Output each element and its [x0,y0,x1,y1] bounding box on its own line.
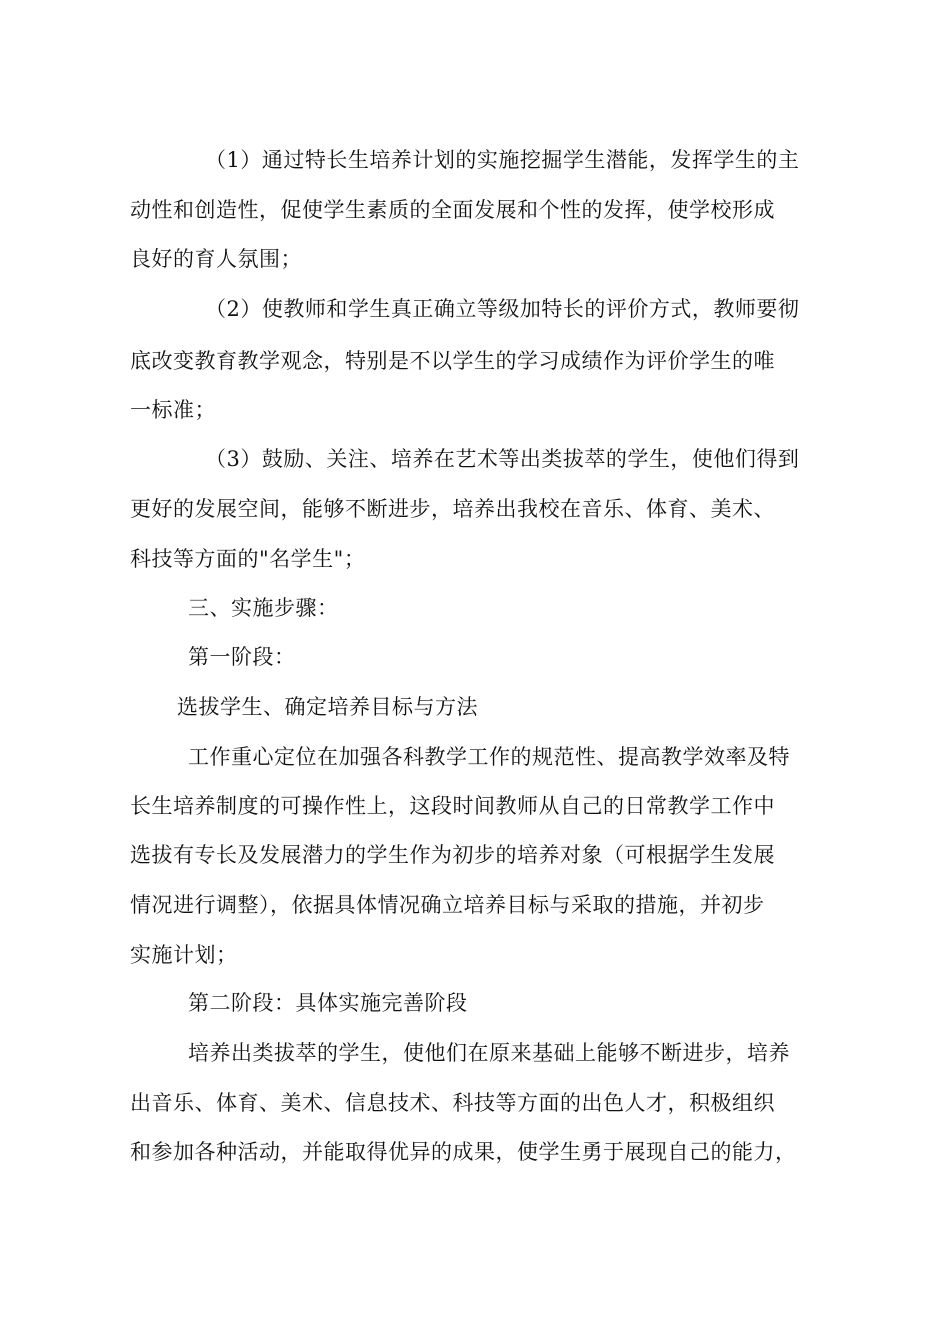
paragraph-5-line-1: 培养出类拔萃的学生，使他们在原来基础上能够不断进步，培养 [188,1041,790,1065]
section-heading-implementation-steps: 三、实施步骤： [188,596,339,620]
paragraph-1-line-3: 良好的育人氛围； [130,247,302,271]
stage-1-heading: 第一阶段： [188,645,296,669]
paragraph-5-line-2: 出音乐、体育、美术、信息技术、科技等方面的出色人才，积极组织 [130,1091,775,1115]
paragraph-1-line-1: （1）通过特长生培养计划的实施挖掘学生潜能，发挥学生的主 [205,148,800,172]
stage-1-subheading: 选拔学生、确定培养目标与方法 [177,695,478,719]
paragraph-4-line-3: 选拔有专长及发展潜力的学生作为初步的培养对象（可根据学生发展 [130,843,775,867]
paragraph-3-line-2: 更好的发展空间，能够不断进步，培养出我校在音乐、体育、美术、 [130,497,775,521]
paragraph-1-line-2: 动性和创造性，促使学生素质的全面发展和个性的发挥，使学校形成 [130,198,775,222]
paragraph-4-line-1: 工作重心定位在加强各科教学工作的规范性、提高教学效率及特 [188,745,790,769]
paragraph-3-line-1: （3）鼓励、关注、培养在艺术等出类拔萃的学生，使他们得到 [205,447,800,471]
paragraph-2-line-1: （2）使教师和学生真正确立等级加特长的评价方式，教师要彻 [205,297,800,321]
paragraph-3-line-3: 科技等方面的"名学生"； [130,547,366,571]
stage-2-heading: 第二阶段：具体实施完善阶段 [188,991,468,1015]
paragraph-2-line-3: 一标准； [130,398,216,422]
paragraph-2-line-2: 底改变教育教学观念，特别是不以学生的学习成绩作为评价学生的唯 [130,349,775,373]
paragraph-4-line-4: 情况进行调整），依据具体情况确立培养目标与采取的措施，并初步 [130,893,765,917]
paragraph-4-line-2: 长生培养制度的可操作性上，这段时间教师从自己的日常教学工作中 [130,794,775,818]
paragraph-4-line-5: 实施计划； [130,943,238,967]
paragraph-5-line-3: 和参加各种活动，并能取得优异的成果，使学生勇于展现自己的能力， [130,1140,797,1164]
